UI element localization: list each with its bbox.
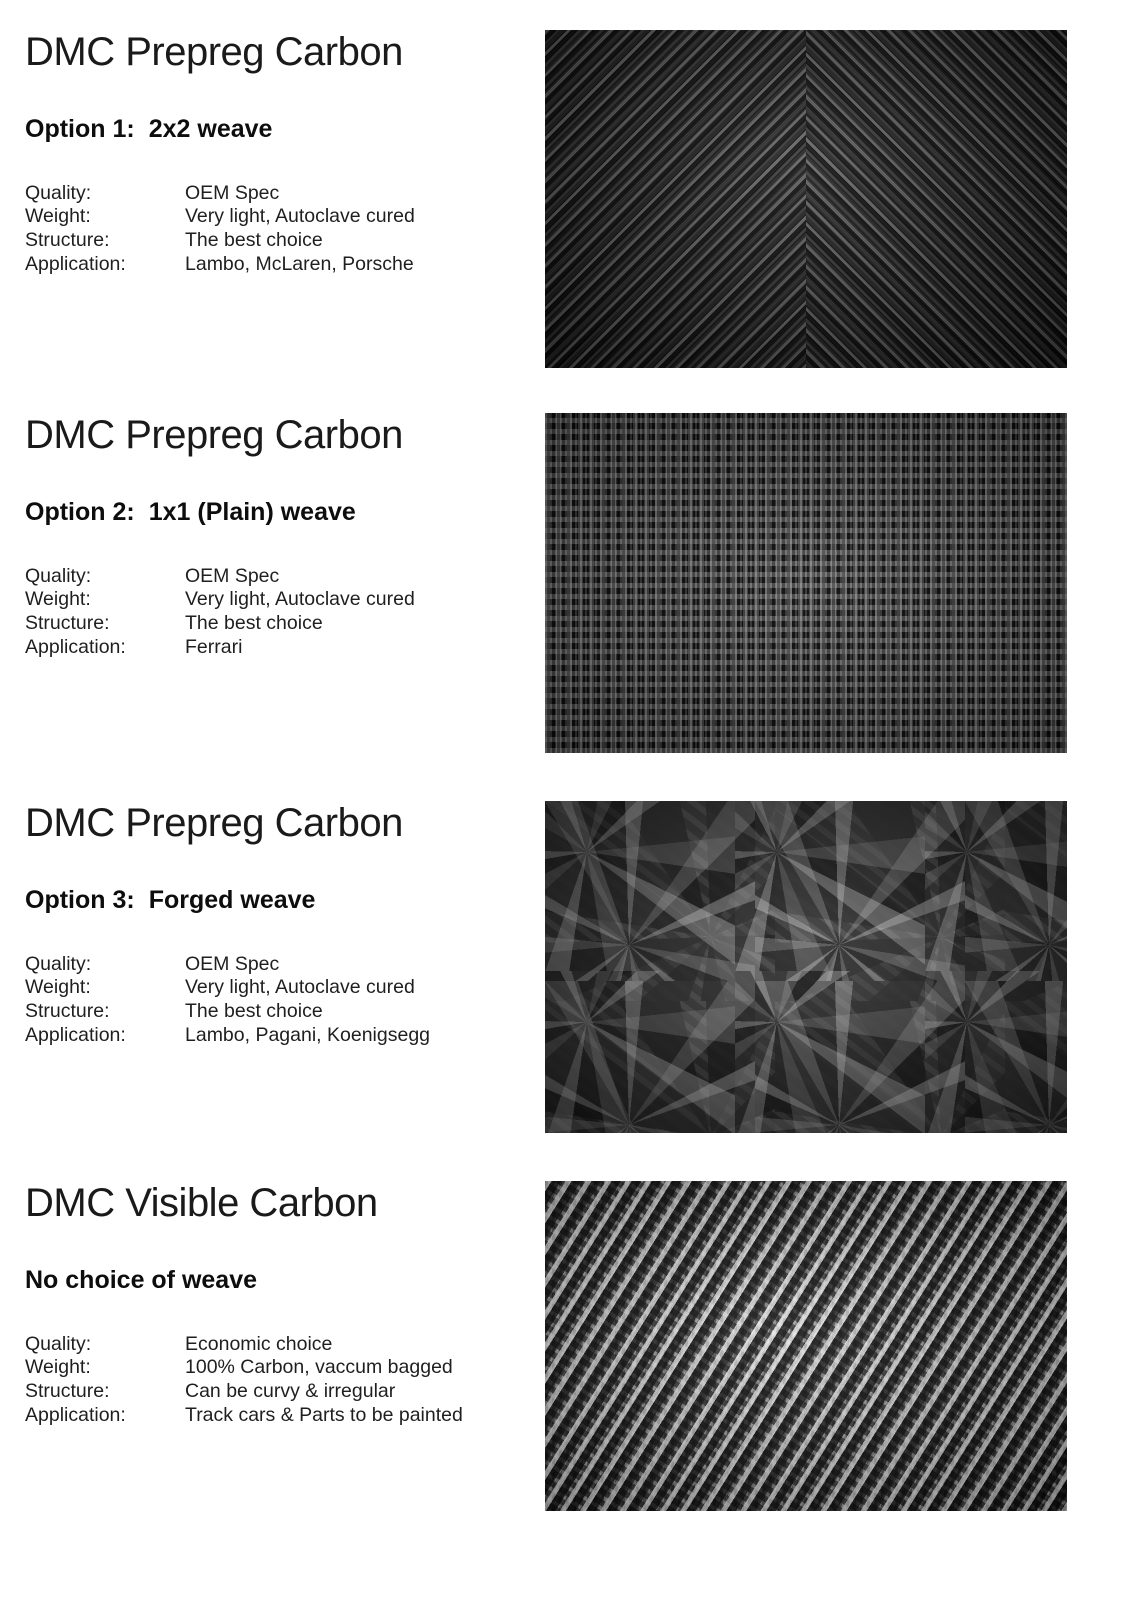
- spec-key: Weight:: [25, 205, 91, 228]
- spec-row: [25, 1000, 545, 1024]
- option-label-2: Option 2:: [25, 498, 135, 526]
- spec-key: Structure:: [25, 612, 110, 635]
- spec-list-3: [25, 953, 545, 1048]
- spec-key: Weight:: [25, 976, 91, 999]
- spec-row: [25, 1024, 545, 1048]
- product-section-option-1: [25, 30, 1081, 368]
- swatch-vignette: [545, 801, 1067, 1133]
- spec-value: Very light, Autoclave cured: [185, 588, 415, 611]
- spec-row: [25, 565, 545, 589]
- spec-row: [25, 976, 545, 1000]
- carbon-1x1-plain-weave-image: [545, 413, 1067, 753]
- spec-row: [25, 1380, 545, 1404]
- spec-key: Quality:: [25, 1332, 92, 1355]
- option-value-4: No choice of weave: [25, 1266, 258, 1294]
- product-section-option-2: [25, 413, 1081, 753]
- spec-value: Can be curvy & irregular: [185, 1380, 396, 1403]
- carbon-forged-weave-image: [545, 801, 1067, 1133]
- option-label-1: Option 1:: [25, 115, 135, 143]
- spec-row: [25, 636, 545, 660]
- spec-value: OEM Spec: [185, 181, 280, 204]
- page-title-4: DMC Visible Carbon: [25, 1181, 378, 1225]
- spec-value: The best choice: [185, 1000, 323, 1023]
- spec-value: Economic choice: [185, 1332, 333, 1355]
- spec-row: [25, 253, 545, 277]
- spec-row: [25, 182, 545, 206]
- spec-key: Application:: [25, 1403, 126, 1426]
- spec-value: Very light, Autoclave cured: [185, 205, 415, 228]
- spec-value: Lambo, McLaren, Porsche: [185, 252, 414, 275]
- option-value-3: Forged weave: [148, 886, 316, 914]
- spec-key: Quality:: [25, 564, 92, 587]
- spec-row: [25, 953, 545, 977]
- page-title-3: DMC Prepreg Carbon: [25, 801, 403, 845]
- spec-row: [25, 1356, 545, 1380]
- spec-value: OEM Spec: [185, 952, 280, 975]
- section-spacer: [25, 753, 1081, 801]
- option-heading-3: [25, 887, 545, 915]
- spec-key: Structure:: [25, 1000, 110, 1023]
- spec-row: [25, 1404, 545, 1428]
- option-value-1: 2x2 weave: [148, 115, 273, 143]
- swatch-vignette: [545, 30, 1067, 368]
- section-3-text-block: [25, 801, 545, 1048]
- spec-list-4: [25, 1333, 545, 1428]
- spec-row: [25, 612, 545, 636]
- spec-value: OEM Spec: [185, 564, 280, 587]
- carbon-2x2-twill-weave-image: [545, 30, 1067, 368]
- spec-row: [25, 588, 545, 612]
- spec-row: [25, 205, 545, 229]
- spec-key: Application:: [25, 1023, 126, 1046]
- section-spacer: [25, 1133, 1081, 1181]
- spec-key: Quality:: [25, 181, 92, 204]
- product-section-option-3: [25, 801, 1081, 1133]
- option-heading-2: [25, 499, 545, 527]
- spec-list-1: [25, 182, 545, 277]
- page-title-1: DMC Prepreg Carbon: [25, 30, 403, 74]
- spec-key: Weight:: [25, 1356, 91, 1379]
- spec-row: [25, 229, 545, 253]
- spec-row: [25, 1333, 545, 1357]
- section-spacer: [25, 368, 1081, 413]
- spec-list-2: [25, 565, 545, 660]
- spec-value: 100% Carbon, vaccum bagged: [185, 1356, 453, 1379]
- spec-value: Lambo, Pagani, Koenigsegg: [185, 1023, 431, 1046]
- spec-key: Weight:: [25, 588, 91, 611]
- spec-value: Very light, Autoclave cured: [185, 976, 415, 999]
- section-4-text-block: [25, 1181, 545, 1428]
- option-value-2: 1x1 (Plain) weave: [148, 498, 356, 526]
- carbon-visible-weave-image: [545, 1181, 1067, 1511]
- option-label-3: Option 3:: [25, 886, 135, 914]
- spec-value: The best choice: [185, 229, 323, 252]
- section-2-media: [545, 413, 1081, 753]
- spec-value: Track cars & Parts to be painted: [185, 1403, 463, 1426]
- section-1-text-block: [25, 30, 545, 277]
- option-heading-4: [25, 1267, 545, 1295]
- section-1-media: [545, 30, 1081, 368]
- spec-key: Structure:: [25, 1380, 110, 1403]
- spec-key: Application:: [25, 635, 126, 658]
- spec-key: Application:: [25, 252, 126, 275]
- spec-value: The best choice: [185, 612, 323, 635]
- spec-key: Quality:: [25, 952, 92, 975]
- swatch-vignette: [545, 413, 1067, 753]
- section-3-media: [545, 801, 1081, 1133]
- section-4-media: [545, 1181, 1081, 1511]
- spec-key: Structure:: [25, 229, 110, 252]
- option-heading-1: [25, 116, 545, 144]
- spec-value: Ferrari: [185, 635, 243, 658]
- section-2-text-block: [25, 413, 545, 660]
- swatch-vignette: [545, 1181, 1067, 1511]
- product-section-visible-carbon: [25, 1181, 1081, 1511]
- page-title-2: DMC Prepreg Carbon: [25, 413, 403, 457]
